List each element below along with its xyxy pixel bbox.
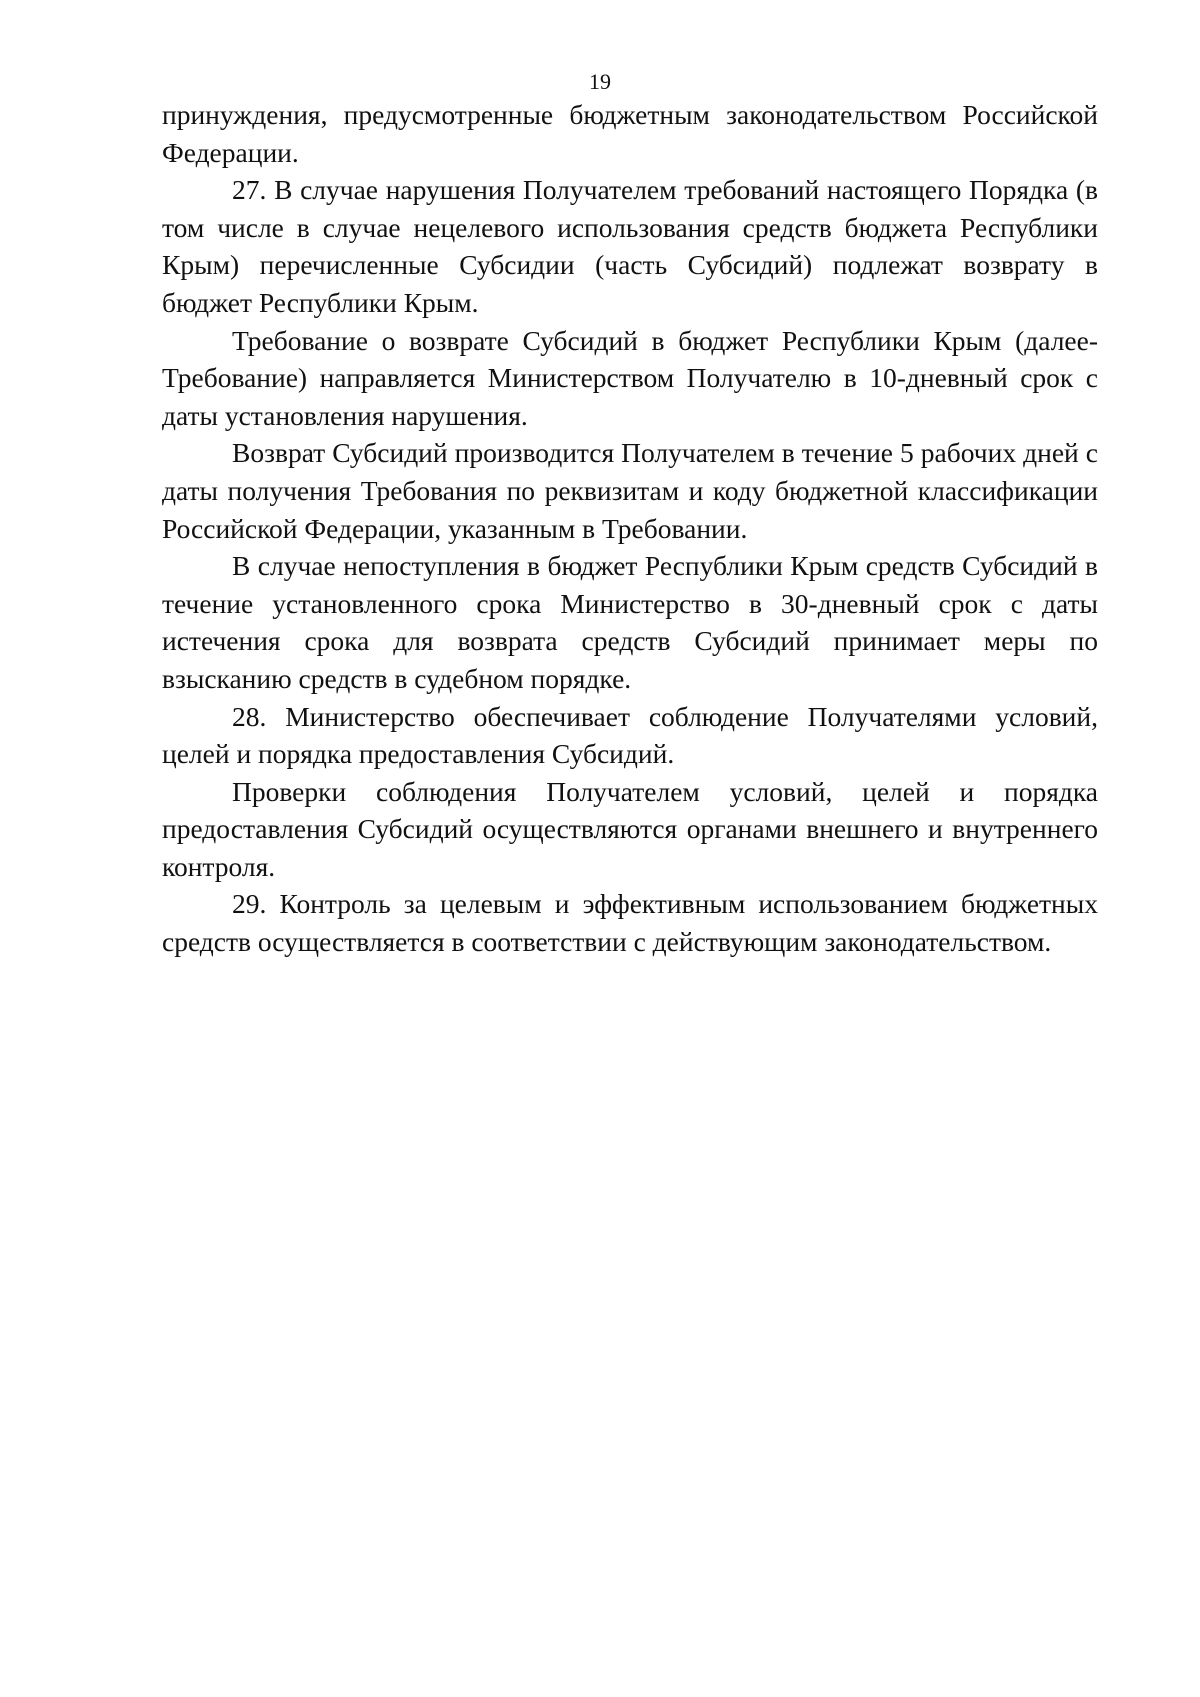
paragraph-non-receipt: В случае непоступления в бюджет Республики Крым средств Субсидий в течение установленного срока Министерство в 30-дневный срок с даты истечения срока для возврата средств Субсидий принимает меры по взысканию средств в судебном порядке. [162, 550, 1098, 694]
paragraph-28: 28. Министерство обеспечивает соблюдение Получателями условий, целей и порядка предоставления Субсидий. [162, 700, 1098, 770]
paragraph-27: 27. В случае нарушения Получателем требований настоящего Порядка (в том числе в случае нецелевого использования средств бюджета Республики Крым) перечисленные Субсидии (часть Субсидий) подлежат возврату в бюджет Республики Крым. [162, 174, 1098, 318]
paragraph-requirement: Требование о возврате Субсидий в бюджет Республики Крым (далее-Требование) направляется Министерством Получателю в 10-дневный срок с даты установления нарушения. [162, 324, 1098, 431]
body-text [162, 96, 1098, 961]
paragraph-inspections: Проверки соблюдения Получателем условий, целей и порядка предоставления Субсидий осуществляются органами внешнего и внутреннего контроля. [162, 775, 1098, 882]
paragraph-refund: Возврат Субсидий производится Получателем в течение 5 рабочих дней с даты получения Требования по реквизитам и коду бюджетной классификации Российской Федерации, указанным в Требовании. [162, 437, 1098, 544]
paragraph-continuation: принуждения, предусмотренные бюджетным законодательством Российской Федерации. [162, 99, 1098, 168]
paragraph-29: 29. Контроль за целевым и эффективным использованием бюджетных средств осуществляется в соответствии с действующим законодательством. [162, 888, 1098, 958]
page-number: 19 [589, 69, 611, 94]
